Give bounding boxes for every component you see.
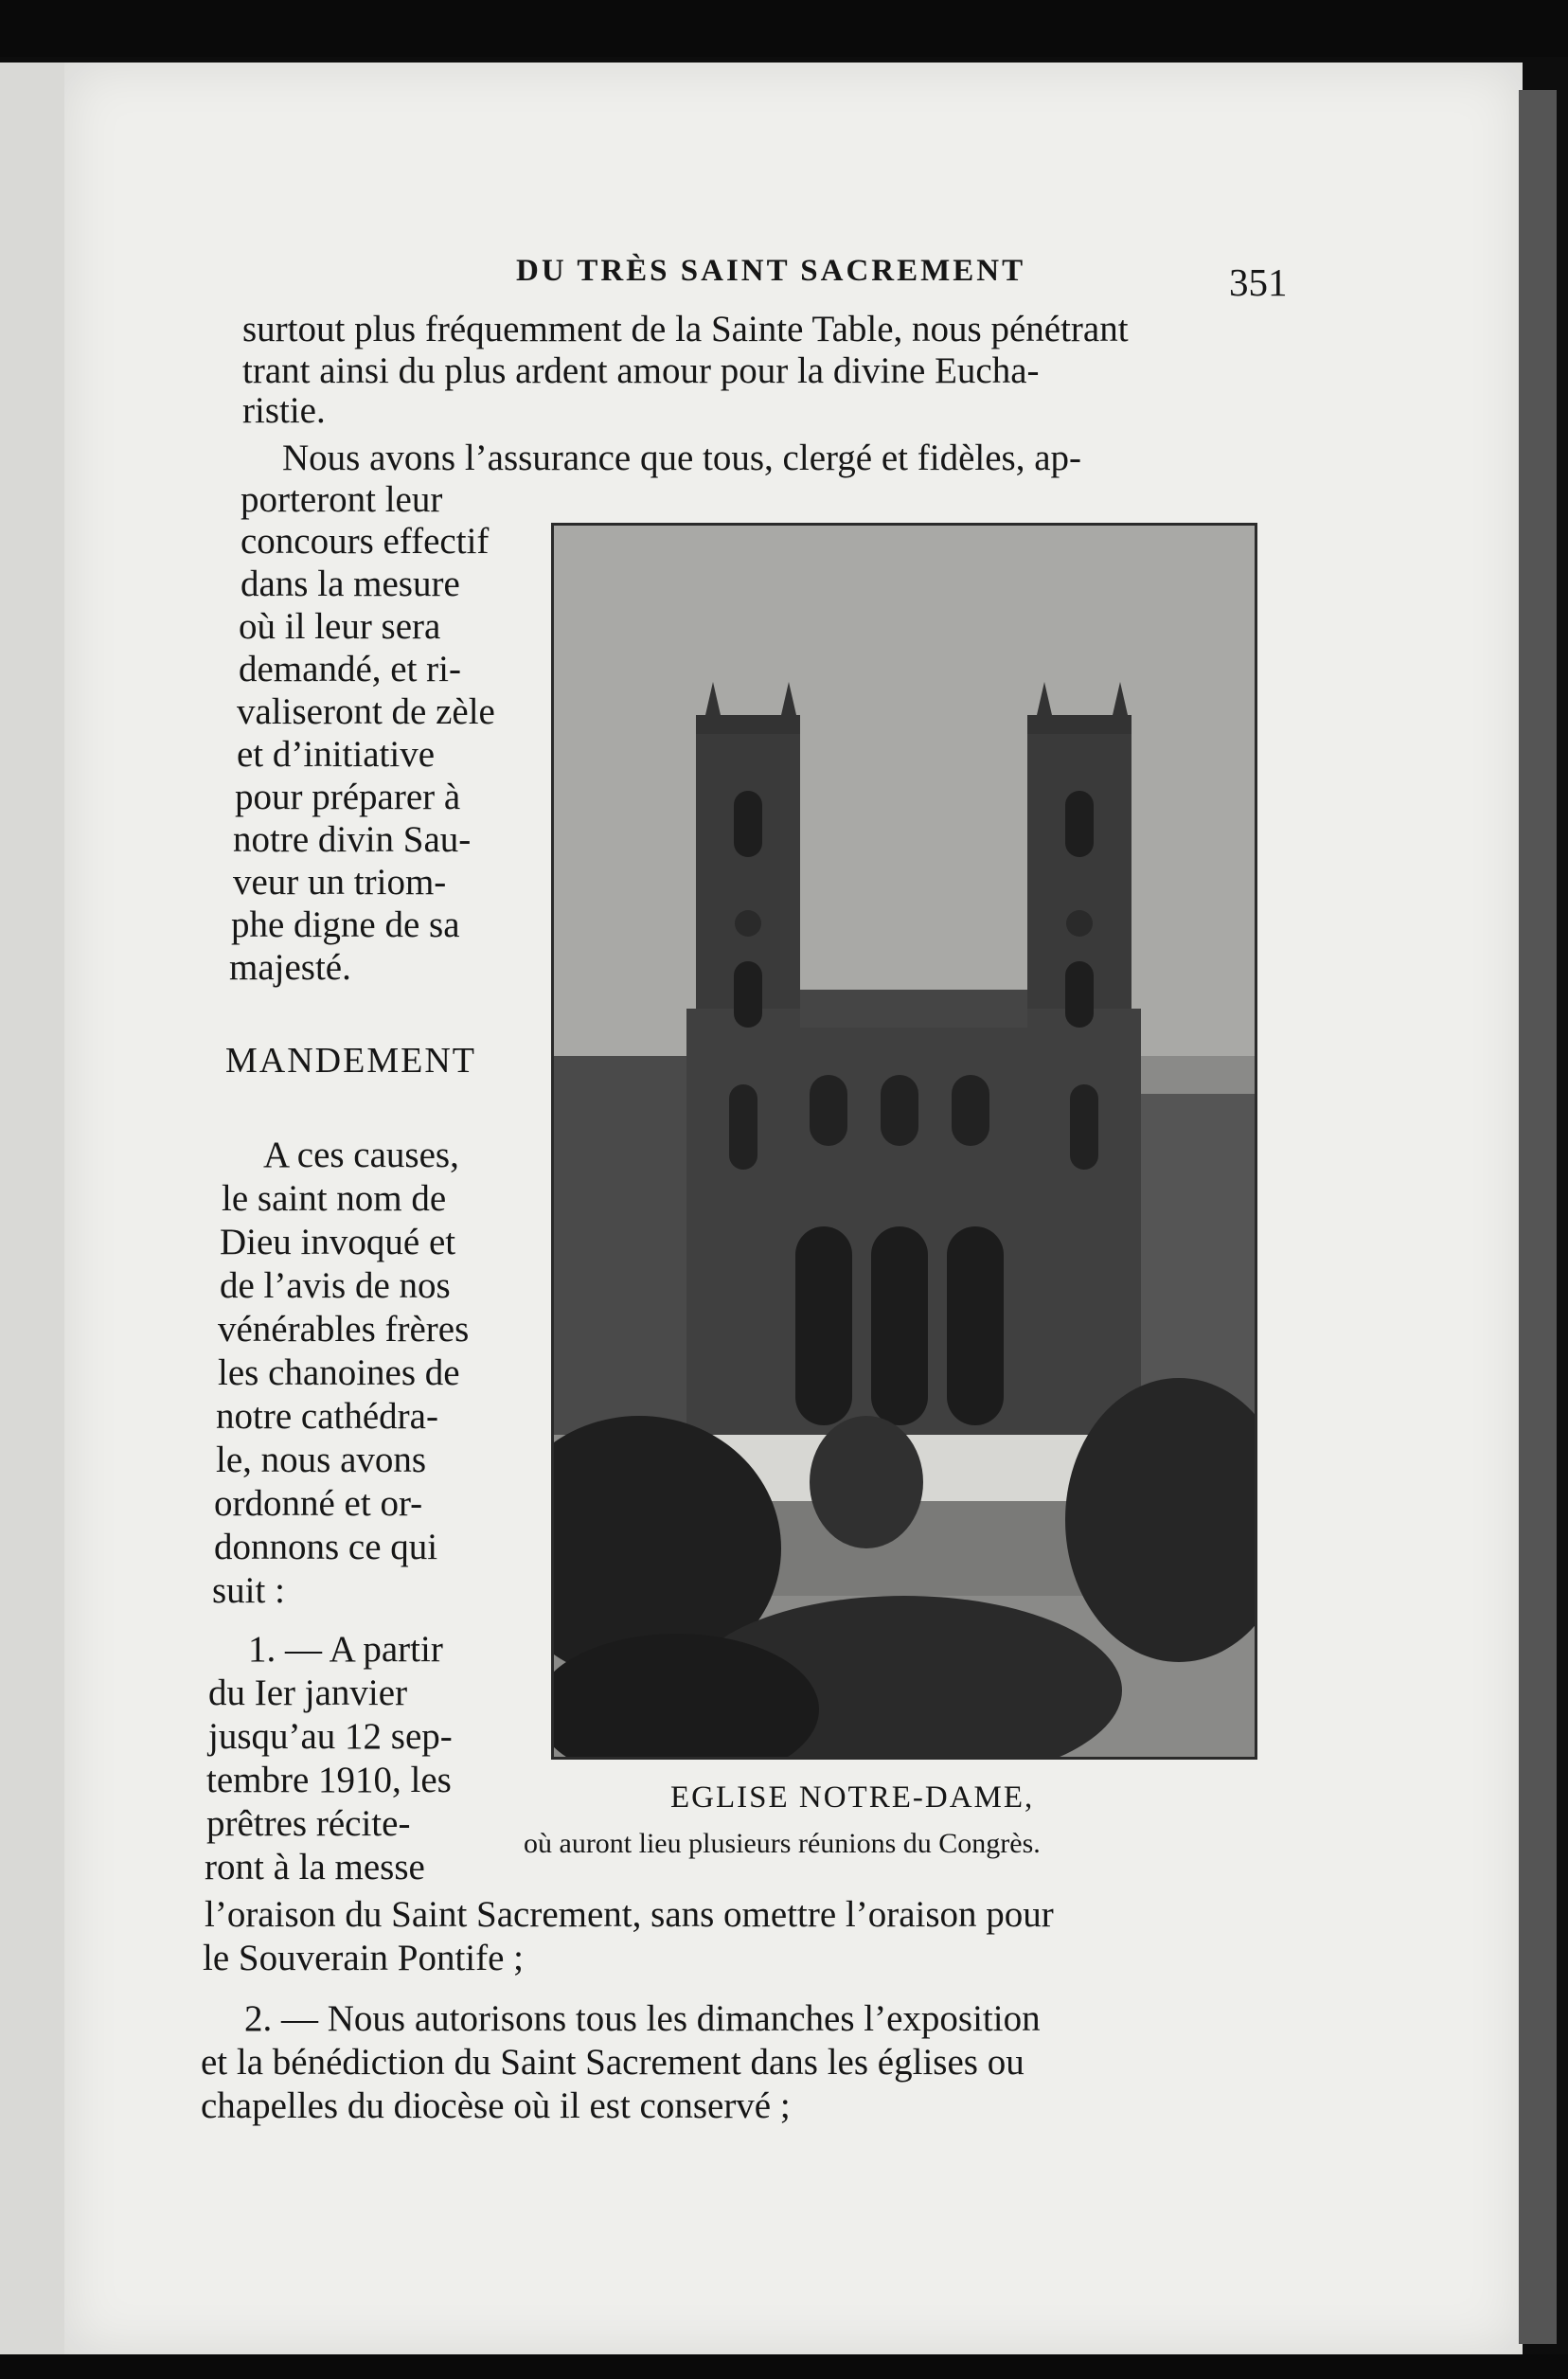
text-line: donnons ce qui [214,1527,438,1567]
text-line: phe digne de sa [231,904,460,945]
text-line: 2. — Nous autorisons tous les dimanches l’exposition [244,1998,1041,2039]
text-line: et d’initiative [237,734,436,775]
text-line: ront à la messe [205,1847,425,1887]
text-line: ristie. [242,390,326,431]
text-line: notre cathédra- [216,1396,438,1437]
text-line: trant ainsi du plus ardent amour pour la divine Eucha- [242,350,1040,391]
text-line: demandé, et ri- [239,649,461,689]
section-heading: MANDEMENT [225,1041,476,1081]
text-line: du Ier janvier [208,1672,408,1713]
text-line: où il leur sera [239,606,441,647]
church-photograph [551,523,1257,1760]
church-illustration [554,526,1255,1757]
text-line: chapelles du diocèse où il est conservé ; [201,2085,791,2126]
page-stack-edge [1519,90,1557,2344]
text-line: 1. — A partir [248,1629,443,1670]
text-line: pour préparer à [235,777,461,817]
text-line: majesté. [229,947,351,988]
text-line: le, nous avons [216,1440,427,1480]
text-line: de l’avis de nos [220,1265,451,1306]
text-line: concours effectif [241,521,490,562]
figure-caption-subtitle: où auront lieu plusieurs réunions du Congrès. [524,1828,1041,1859]
text-line: veur un triom- [233,862,447,903]
text-line: A ces causes, [263,1135,459,1175]
text-line: porteront leur [241,479,443,520]
scan-bottom-border [0,2354,1568,2379]
scan-top-border [0,0,1568,57]
text-line: le saint nom de [222,1178,447,1219]
text-line: le Souverain Pontife ; [203,1938,525,1978]
text-line: tembre 1910, les [206,1760,452,1800]
text-line: prêtres récite- [206,1803,411,1844]
text-line: suit : [212,1570,285,1611]
text-line: Nous avons l’assurance que tous, clergé et fidèles, ap- [282,438,1082,478]
figure-caption-title: EGLISE NOTRE-DAME, [670,1780,1035,1815]
running-title: DU TRÈS SAINT SACREMENT [516,254,1026,288]
text-line: vénérables frères [218,1309,470,1350]
text-line: ordonné et or- [214,1483,423,1524]
text-line: les chanoines de [218,1352,460,1393]
text-line: surtout plus fréquemment de la Sainte Table, nous pénétrant [242,309,1129,349]
text-line: l’oraison du Saint Sacrement, sans omettre l’oraison pour [205,1894,1054,1935]
text-line: valiseront de zèle [237,691,495,732]
text-line: jusqu’au 12 sep- [208,1716,453,1757]
text-line: dans la mesure [241,563,460,604]
page-number: 351 [1229,260,1288,304]
text-line: notre divin Sau- [233,819,472,860]
text-line: Dieu invoqué et [220,1222,456,1262]
text-line: et la bénédiction du Saint Sacrement dans les églises ou [201,2042,1025,2083]
